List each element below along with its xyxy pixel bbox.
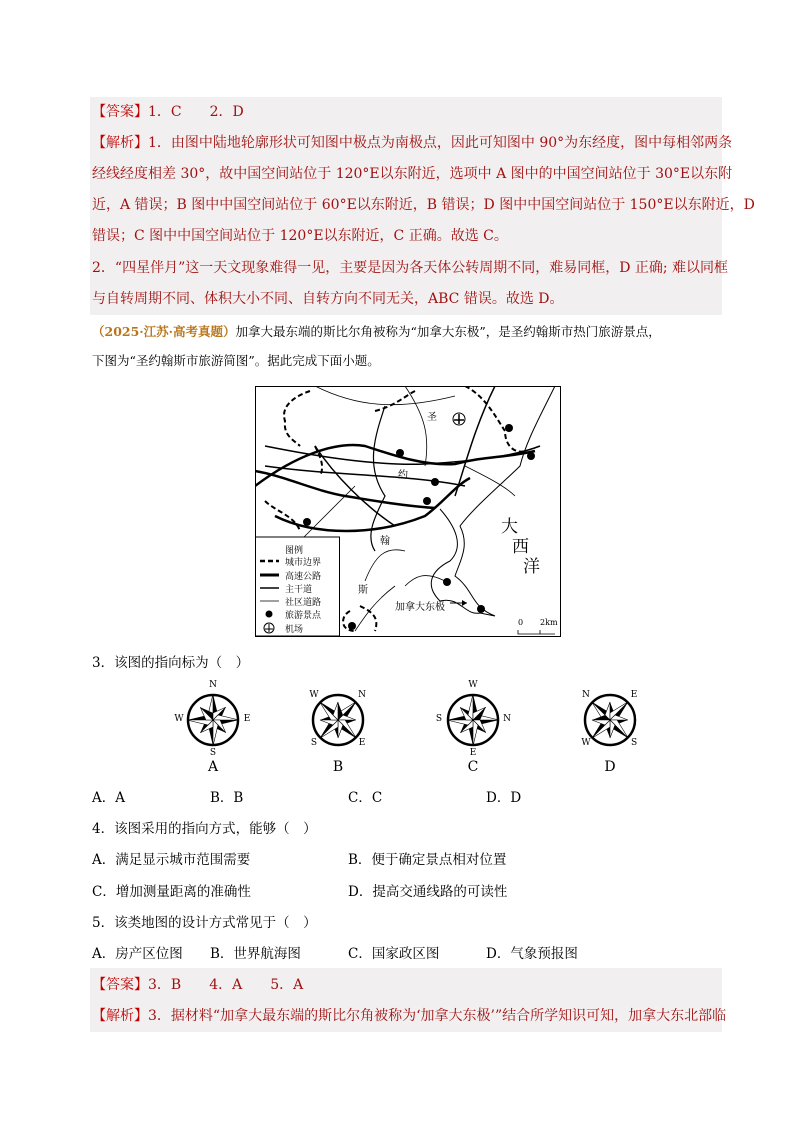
analysis-line-2: 经线经度相差 30°，故中国空间站位于 120°E以东附近，选项中 A 图中的中国空间站位于 30°E以东附 [92, 166, 733, 182]
compass-label: B [332, 759, 344, 775]
compass-dir-s: S [209, 748, 217, 758]
option-a[interactable]: A．房产区位图 [92, 946, 183, 962]
compass-dir-n: N [503, 714, 511, 724]
compass-dir-w: W [309, 689, 319, 700]
map-label-ocean: 洋 [523, 557, 540, 577]
option-a[interactable]: A．满足显示城市范围需要 [92, 852, 251, 868]
legend-item: 旅游景点 [285, 611, 322, 621]
answer-tag: 【答案】 [92, 977, 148, 993]
legend-title: 图例 [285, 546, 304, 556]
map-label-city: 约 [398, 470, 408, 481]
option-c[interactable]: C．增加测量距离的准确性 [92, 884, 251, 900]
analysis-tag: 【解析】 [92, 1008, 148, 1024]
legend-item: 机场 [285, 625, 304, 635]
analysis-text: 1．由图中陆地轮廓形状可知图中极点为南极点，因此可知图中 90°为东经度，图中每相邻两条 [148, 135, 733, 151]
option-d[interactable]: D．提高交通线路的可读性 [348, 884, 508, 900]
question-intro-line-2: 下图为“圣约翰斯市旅游简图”。据此完成下面小题。 [92, 353, 380, 368]
analysis-line-4: 错误；C 图中中国空间站位于 120°E以东附近，C 正确。故选 C。 [92, 228, 508, 244]
analysis-line-3: 近，A 错误；B 图中中国空间站位于 60°E以东附近，B 错误；D 图中中国空间站位于 150°E以东附近，D [92, 197, 755, 213]
analysis-text: 3．据材料“加拿大最东端的斯比尔角被称为‘加拿大东极’”结合所学知识可知，加拿大东北部临 [148, 1008, 727, 1024]
compass-dir-n: N [209, 680, 217, 690]
compass-label: C [467, 759, 479, 775]
compass-dir-s: S [435, 714, 443, 724]
compass-dir-e: E [243, 714, 251, 724]
answer-text: 1．C 2．D [148, 104, 244, 120]
answer-line [92, 103, 244, 121]
question-source: （2025·江苏·高考真题） [92, 324, 236, 339]
question-4-stem: 4．该图采用的指向方式，能够（ ） [92, 821, 317, 837]
scale-distance: 2km [540, 618, 558, 627]
option-b[interactable]: B．B [210, 790, 244, 806]
question-intro-line-1 [92, 323, 661, 341]
option-c[interactable]: C．国家政区图 [348, 946, 440, 962]
map-label-city: 斯 [358, 585, 368, 596]
legend-item: 主干道 [285, 585, 313, 595]
compass-dir-n: N [582, 689, 590, 700]
answer-line [92, 976, 303, 994]
legend-item: 城市边界 [285, 558, 322, 568]
question-5-stem: 5．该类地图的设计方式常见于（ ） [92, 915, 317, 931]
option-d[interactable]: D．D [486, 790, 522, 806]
analysis-tag: 【解析】 [92, 135, 148, 151]
map-labels [255, 386, 561, 637]
map-label-ocean: 西 [512, 537, 529, 557]
option-d[interactable]: D．气象预报图 [486, 946, 578, 962]
intro-text: 加拿大最东端的斯比尔角被称为“加拿大东极”，是圣约翰斯市热门旅游景点， [235, 324, 661, 339]
compass-dir-e: E [630, 689, 638, 700]
compass-dir-w: W [174, 714, 184, 724]
analysis-line-6: 与自转周期不同、体积大小不同、自转方向不同无关，ABC 错误。故选 D。 [92, 291, 564, 307]
compass-a [173, 680, 253, 780]
question-3-stem: 3．该图的指向标为（ ） [92, 655, 250, 671]
compass-dir-e: E [358, 738, 366, 749]
compass-dir-s: S [630, 738, 638, 749]
compass-dir-w: W [581, 738, 591, 749]
compass-d [570, 680, 650, 780]
map-label-city: 翰 [380, 536, 390, 547]
analysis-line-5: 2．“四星伴月”这一天文现象难得一见，主要是因为各天体公转周期不同，难易同框，D 正确; 难以同框 [92, 260, 729, 276]
legend-item: 社区道路 [285, 598, 322, 608]
option-c[interactable]: C．C [348, 790, 383, 806]
answer-tag: 【答案】 [92, 104, 148, 120]
analysis-line-1 [92, 1007, 726, 1025]
map-label-city: 圣 [427, 412, 437, 423]
compass-dir-w: W [468, 680, 478, 690]
option-b[interactable]: B．便于确定景点相对位置 [348, 852, 507, 868]
analysis-line-1 [92, 134, 732, 152]
legend-item: 高速公路 [285, 572, 322, 582]
compass-dir-n: N [358, 689, 366, 700]
compass-dir-e: E [469, 748, 477, 758]
compass-dir-s: S [310, 738, 318, 749]
answer-text: 3．B 4．A 5．A [148, 977, 304, 993]
compass-label: A [207, 759, 219, 775]
compass-b [298, 680, 378, 780]
east-pole-label: 加拿大东极 [395, 602, 445, 613]
compass-c [433, 680, 513, 780]
option-a[interactable]: A．A [92, 790, 125, 806]
scale-zero: 0 [518, 618, 524, 627]
map-label-ocean: 大 [501, 517, 518, 537]
option-b[interactable]: B．世界航海图 [210, 946, 301, 962]
compass-label: D [604, 759, 616, 775]
